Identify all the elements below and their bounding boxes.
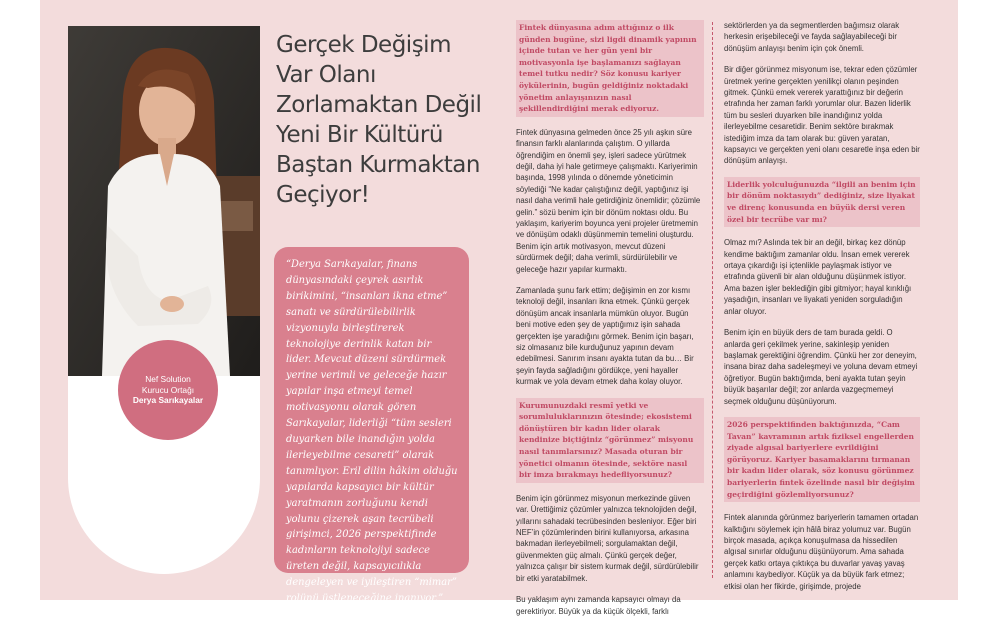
name-badge: [118, 340, 218, 440]
answer-paragraph: Benim için görünmez misyonun merkezinde güven var. Ürettiğimiz çözümler yalnızca teknolojiden değil, yıllarını sahadaki tecrübesinden besleniyor. Eğer biri NEF’in çözümlerinden birini kullanıyorsa, arkasına bakmadan ilerleyebilmeli; sorgulamaktan değil, güvenmekten güç almalı. Çünkü gerçek değer, yalnızca çalışır bir sistem kurmak değil, sürdürülebilir bir etki yaratabilmek.: [516, 493, 699, 583]
portrait-card: [68, 26, 260, 574]
text-column-2: [724, 20, 920, 602]
answer-paragraph: Bir diğer görünmez misyonum ise, tekrar eden çözümler üretmek yerine gerçekten yenilikçi olanın peşinden gitmek. Çünkü emek vererek yarattığınız bir değerin etrafında her zaman farklı yorumlar olur. Bazen liderlik tüm bu sesleri duyarken bile inandığınız yolda ilerleyebilme cesaretidir. Benim sektöre bırakmak istediğim imza da tam olarak bu: güven yaratan, kapsayıcı ve gerçekten yeni olanı cesaretle inşa eden bir dönüşüm anlayışı.: [724, 65, 920, 166]
article-headline: Gerçek Değişim Var Olanı Zorlamaktan Değil Yeni Bir Kültürü Baştan Kurmaktan Geçiyor!: [276, 32, 482, 208]
answer-paragraph: Bu yaklaşım aynı zamanda kapsayıcı olmayı da gerektiriyor. Büyük ya da küçük ölçekli, farklı: [516, 595, 681, 616]
answer-paragraph: sektörlerden ya da segmentlerden bağımsız olarak herkesin erişebileceği ve fayda sağlayabileceği bir dönüşüm anlayışı benim için çok önemli.: [724, 21, 900, 53]
company-name: Nef Solution: [145, 373, 191, 384]
left-page: [0, 0, 500, 605]
right-page: [500, 0, 1000, 616]
answer-paragraph: Olmaz mı? Aslında tek bir an değil, birkaç kez dönüp kendime baktığım zamanlar oldu. İnsan emek vererek ortaya çıkardığı işi içtenlikle paylaşmak istiyor ve etrafında güvenli bir alan olduğunu düşünmek istiyor. Ama bazen işler beklediğin gibi gitmiyor; hayal kırıklığı yaşadığın, insanları ve liyakati yeniden sorguladığın anlar oluyor.: [724, 238, 912, 316]
answer-paragraph: Fintek dünyasına gelmeden önce 25 yılı aşkın süre finansın farklı alanlarında çalıştım. O yıllarda öğrendiğim en önemli şey, işleri sadece yürütmek değil, daha iyi hale getirmeye çalışmaktı. Kariyerimin başında, 1998 yılında o dönemde yöneticimin söylediği “Ne kadar çalıştığınız değil, yaptığınız işi nasıl daha verimli hale getirdiğiniz önemlidir; çözümle gelin.” sözü benim için bir dönüm noktası oldu. Bu yaklaşım, kariyerim boyunca yeni projeler üretmemin ve dönüşüm odaklı düşünmemin temelini oluşturdu. Benim için artık motivasyon, mevcut düzeni sürdürmek değil; daha verimli, sürdürülebilir ve geleceğe hazır yapılar kurmaktı.: [516, 127, 701, 274]
answer-paragraph: Benim için en büyük ders de tam burada geldi. O anlarda geri çekilmek yerine, sakinleşip yeniden başlamak gerektiğini öğrendim. Çünkü her zor deneyim, insana biraz daha sadeleşmeyi ve yoluna devam etmeyi öğretiyor. Bugün baktığımda, beni ayakta tutan şeyin büyük başarılar değil; zor anlarda vazgeçmemeyi seçmek olduğunu düşünüyorum.: [724, 328, 918, 406]
intro-quote: “Derya Sarıkayalar, finans dünyasındaki çeyrek asırlık birikimini, “insanları ikna etme” sanatı ve sürdürülebilirlik vizyonuyla birleştirerek teknolojiye derinlik katan bir lider. Mevcut düzeni sürdürmek yerine verimli ve geleceğe hazır yapılar inşa etmeyi temel motivasyonu olarak gören Sarıkayalar, liderliği “tüm sesleri duyarken bile inandığın yolda ilerleyebilme cesareti” olarak tanımlıyor. Eril dilin hâkim olduğu yapılarda kapsayıcı bir kültür yaratmanın zorluğunu kendi yolunu çizerek aşan tecrübeli girişimci, 2026 perspektifinde kadınların teknolojiyi sadece üreten değil, kapsayıcılıkla dengeleyen ve iyileştiren “mimar” rolünü üstleneceğine inanıyor.”: [286, 259, 458, 605]
interview-question: 2026 perspektifinden baktığınızda, “Cam Tavan” kavramının artık fiziksel engellerden ziyade algısal bariyerlere evrildiğini görüyoruz. Kariyer basamaklarını tırmanan bir kadın lider olarak, söz konusu görünmez bariyerlerin fintek özelinde nasıl bir değişim geçirdiğini gözlemliyorsunuz?: [724, 417, 920, 502]
answer-paragraph: Fintek alanında görünmez bariyerlerin tamamen ortadan kalktığını söylemek için hâlâ biraz yolumuz var. Bugün birçok masada, açıkça konuşulmasa da hissedilen algısal sınırlar olduğunu düşünüyorum. Ama sahada gerçek katkı ortaya çıktıkça bu duvarlar yavaş yavaş anlamını kaybediyor. Küçük ya da büyük fark etmez; etkisi olan her fikirde, girişimde, projede: [724, 513, 919, 591]
job-title: Kurucu Ortağı: [141, 384, 195, 395]
person-name: Derya Sarıkayalar: [132, 395, 204, 406]
text-column-1: [516, 20, 704, 627]
portrait-photo: [68, 26, 260, 376]
interview-question: Liderlik yolculuğunuzda “ilgili an benim için bir dönüm noktasıydı” dediğiniz, size liyakat ve direnç konusunda en büyük dersi veren özel bir tecrübe var mı?: [724, 177, 920, 227]
column-divider: [712, 22, 713, 578]
intro-quote-box: [274, 247, 469, 605]
interview-question: Kurumunuzdaki resmî yetki ve sorumluluklarınızın ötesinde; ekosistemi dönüştüren bir kadın lider olarak kendinize biçtiğiniz “görünmez” misyonu nasıl tanımlarsınız? Masada oturan bir yönetici olmanın ötesinde, sektöre nasıl bir imza bırakmayı hedefliyorsunuz?: [516, 398, 704, 483]
interview-question: Fintek dünyasına adım attığınız o ilk günden bugüne, sizi ligdi dinamik yapının içinde tutan ve her gün yeni bir motivasyonla işe başlamanızı sağlayan temel tutku nedir? Söz konusu kariyer öykülerinin, bugün geldiğiniz noktadaki yönetim anlayışınızın nasıl şekillendirdiğini merak ediyoruz.: [516, 20, 704, 117]
answer-paragraph: Zamanlada şunu fark ettim; değişimin en zor kısmı teknoloji değil, insanları ikna etmek. Çünkü gerçek dönüşüm ancak insanlarla mümkün oluyor. Bugün beni motive eden şey de yaptığımız işin sahada gerçekten işe yaradığını görmek. Benim için başarı, siz olmasanız bile kurduğunuz yapının devam edebilmesi. Sanırım insanı ayakta tutan da bu… Bir şeyin fayda sağladığını gördükçe, yeni hayaller kurmak ve yola devam etmek daha kolay oluyor.: [516, 286, 694, 387]
